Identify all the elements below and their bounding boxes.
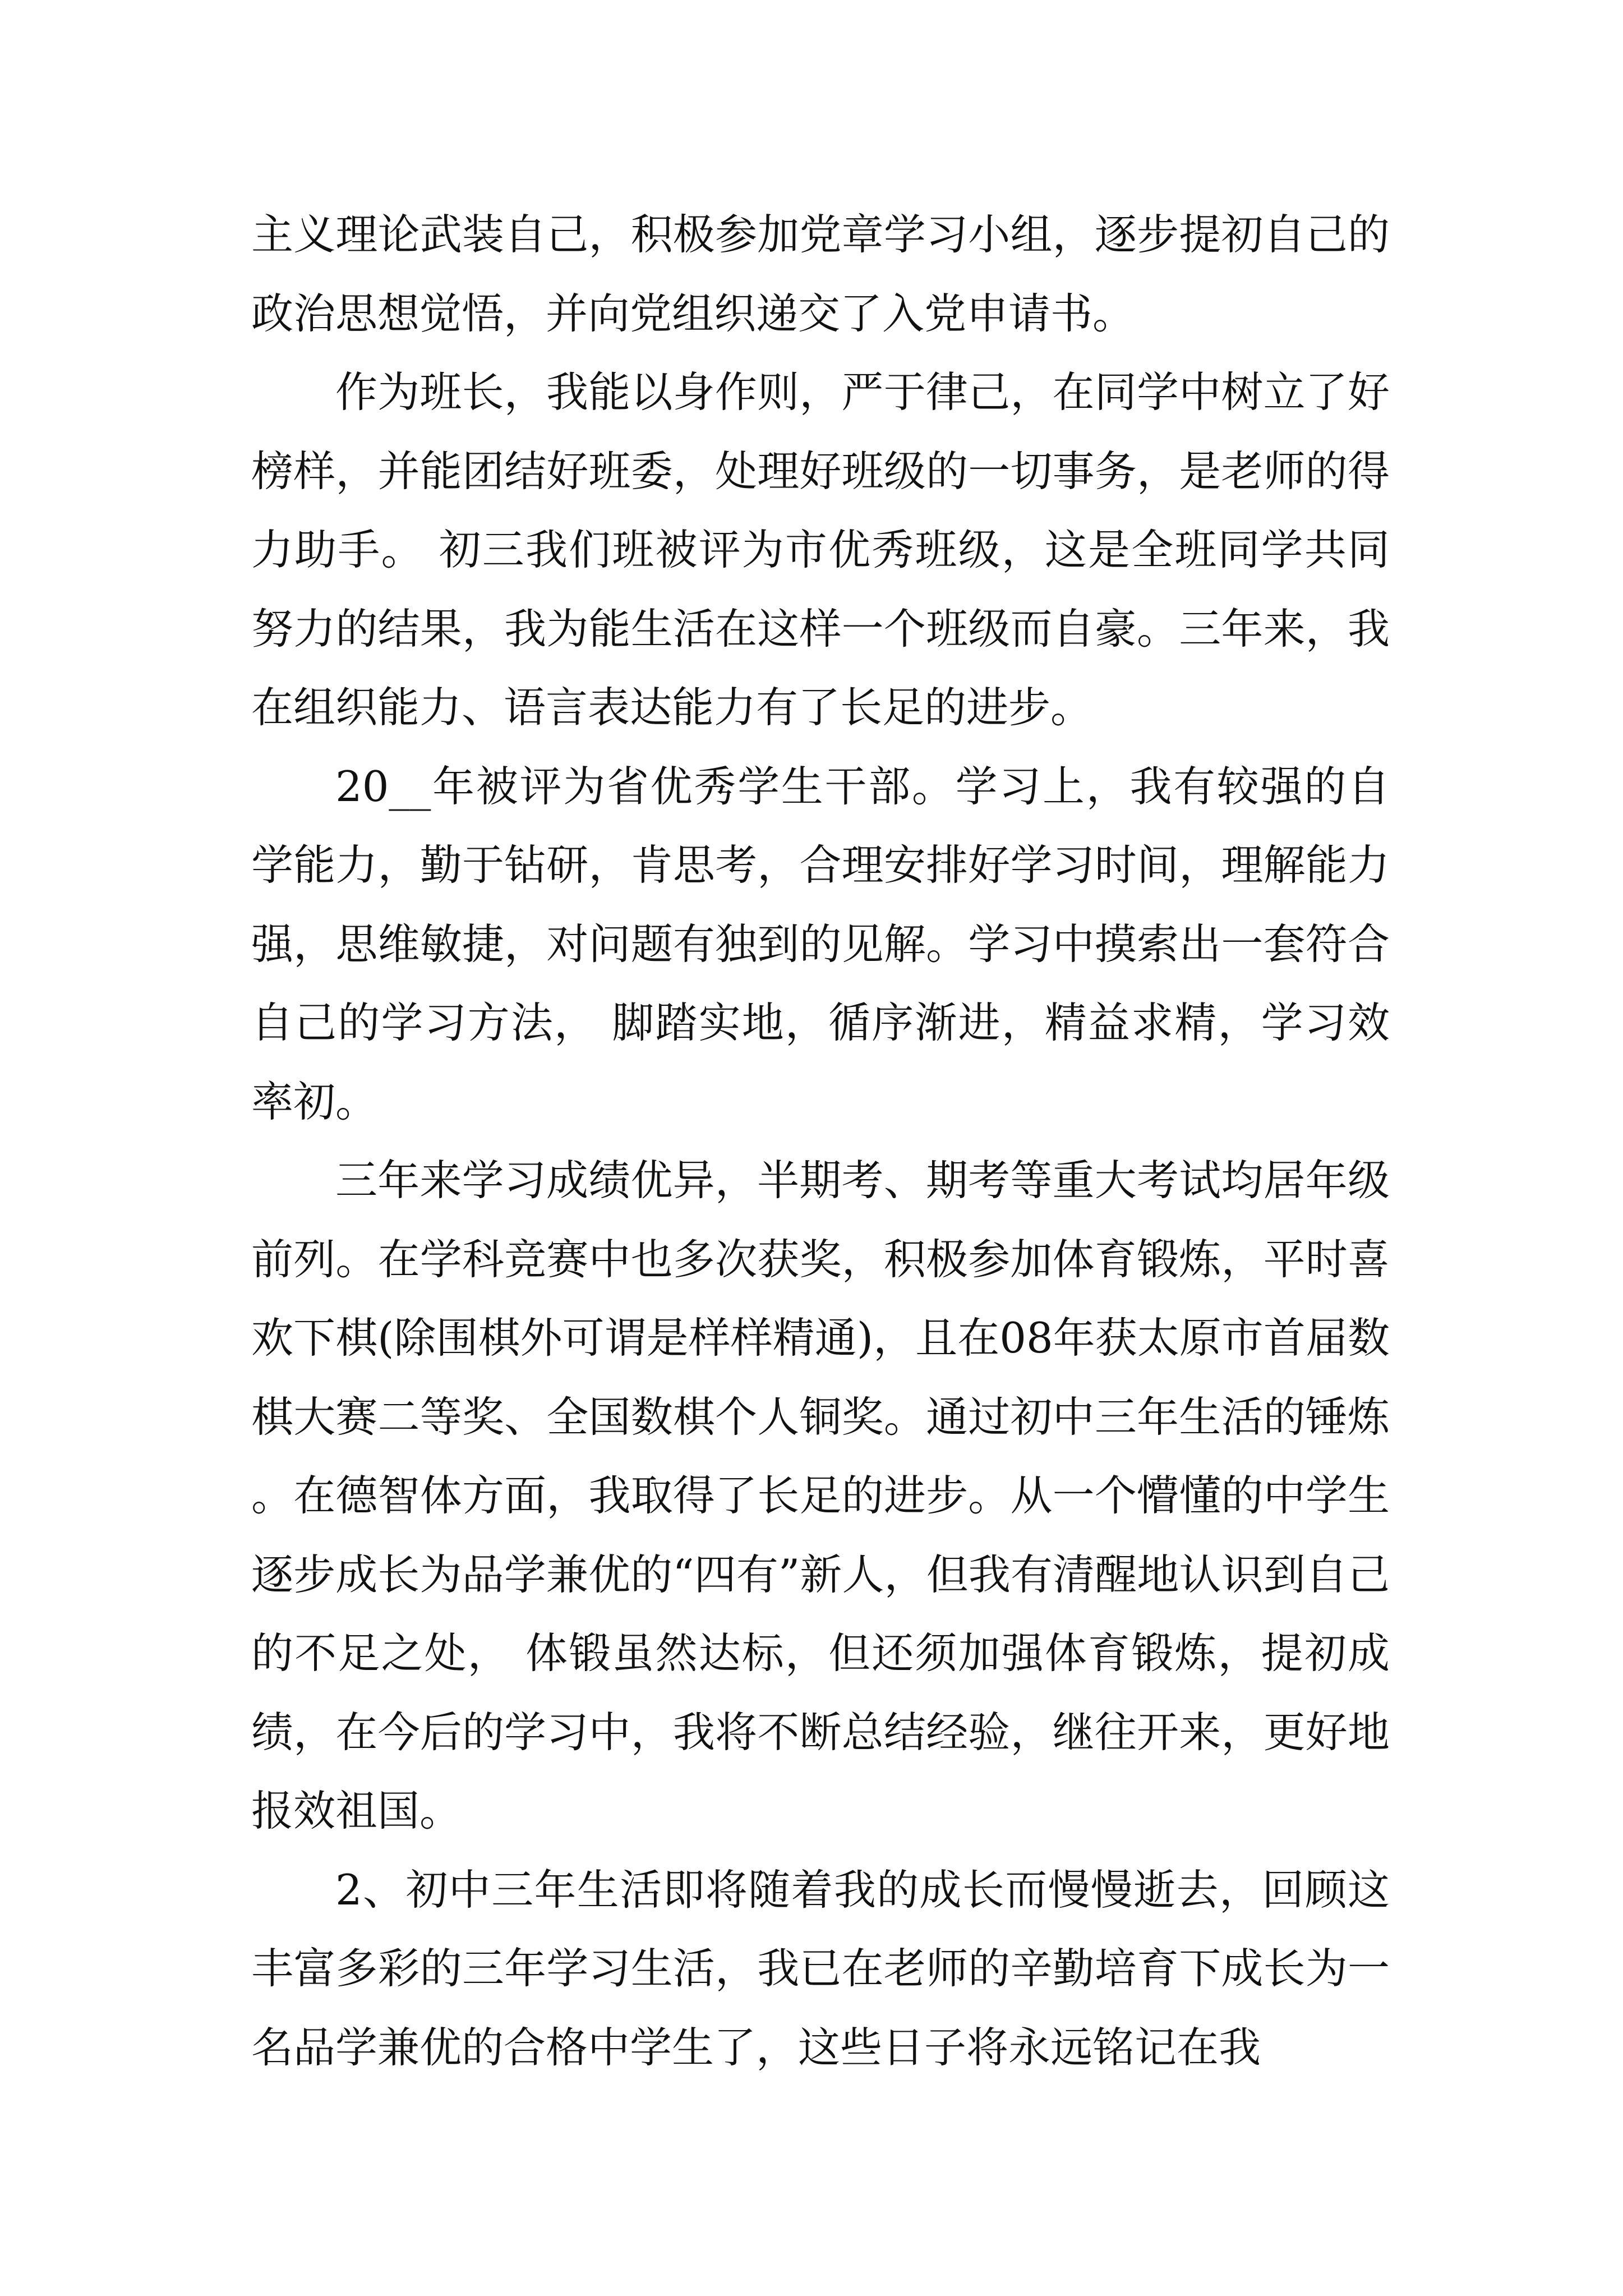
paragraph-3: 20__年被评为省优秀学生干部。学习上，我有较强的自学能力，勤于钻研，肯思考，合理安排好学习时间，理解能力强，思维敏捷，对问题有独到的见解。学习中摸索出一套符合自己的学习方法， 脚踏实地，循序渐进，精益求精，学习效率初。 [251,761,1390,1126]
paragraph-2: 作为班长，我能以身作则，严于律己，在同学中树立了好榜样，并能团结好班委，处理好班级的一切事务，是老师的得力助手。 初三我们班被评为市优秀班级，这是全班同学共同努力的结果，我为能生活在这样一个班级而自豪。三年来，我在组织能力、语言表达能力有了长足的进步。 [251,367,1390,732]
paragraph-5: 2、初中三年生活即将随着我的成长而慢慢逝去，回顾这丰富多彩的三年学习生活，我已在老师的辛勤培育下成长为一名品学兼优的合格中学生了，这些日子将永远铭记在我 [251,1865,1390,2072]
paragraph-1: 主义理论武装自己，积极参加党章学习小组，逐步提初自己的政治思想觉悟，并向党组织递交了入党申请书。 [251,210,1390,338]
paragraph-4: 三年来学习成绩优异，半期考、期考等重大考试均居年级前列。在学科竞赛中也多次获奖，积极参加体育锻炼，平时喜欢下棋(除围棋外可谓是样样精通)，且在08年获太原市首届数棋大赛二等奖、全国数棋个人铜奖。通过初中三年生活的锤炼。在德智体方面，我取得了长足的进步。从一个懵懂的中学生逐步成长为品学兼优的“四有”新人，但我有清醒地认识到自己的不足之处， 体锻虽然达标，但还须加强体育锻炼，提初成绩，在今后的学习中，我将不断总结经验，继往开来，更好地报效祖国。 [251,1156,1390,1835]
document-body [251,195,1390,2087]
